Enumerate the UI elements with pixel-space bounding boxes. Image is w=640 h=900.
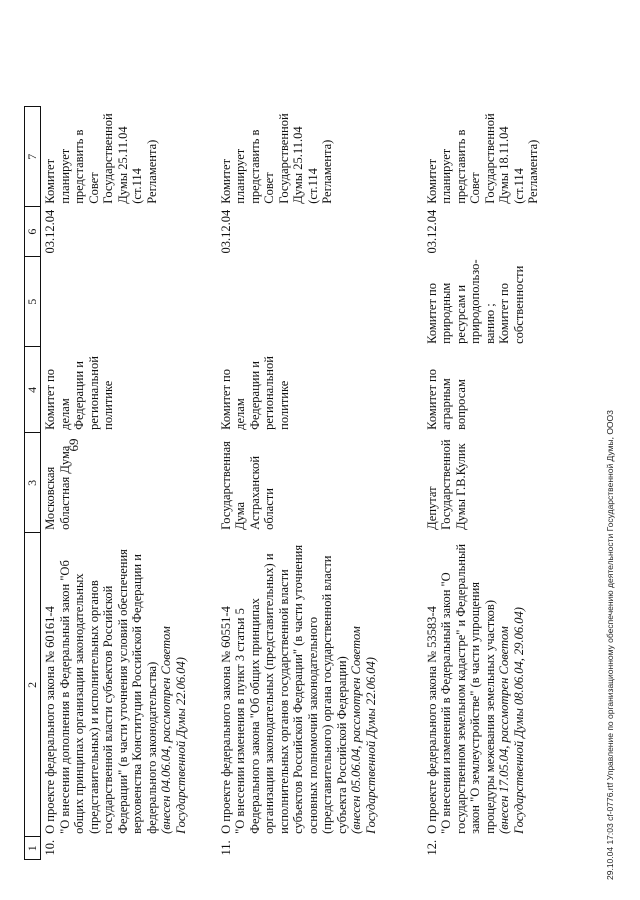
deadline-date: 03.12.04 bbox=[43, 209, 57, 254]
column-header-5: 5 bbox=[25, 257, 41, 347]
table-row bbox=[423, 107, 573, 860]
bill-title: О проекте федерального закона № 60161-4 bbox=[43, 606, 57, 834]
deadline-date: 03.12.04 bbox=[218, 209, 233, 254]
legislation-table bbox=[24, 106, 573, 860]
bill-note: (внесен 04.06.04, рассмотрен Советом Государственной Думы 22.06.04) bbox=[159, 626, 188, 834]
page-number: 69 bbox=[66, 438, 81, 452]
column-header-6: 6 bbox=[25, 207, 41, 257]
initiator: Государственная Дума Астраханской области bbox=[218, 441, 276, 530]
column-header-4: 4 bbox=[25, 347, 41, 433]
row-number: 12. bbox=[424, 839, 439, 856]
table-header-row bbox=[25, 107, 41, 860]
column-header-7: 7 bbox=[25, 107, 41, 207]
co-committee: Комитет по природным ресурсам и природопользо-ванию ; Комитет по собственности bbox=[424, 259, 526, 344]
column-header-2: 2 bbox=[25, 533, 41, 837]
bill-title: О проекте федерального закона № 60551-4 bbox=[218, 606, 233, 834]
table-row bbox=[217, 107, 423, 860]
responsible-committee: Комитет по аграрным вопросам bbox=[424, 369, 468, 430]
co-committee bbox=[217, 257, 423, 347]
status-text: Комитет планирует представить в Совет Государственной Думы 18.11.04 (ст.114 Регламента) bbox=[424, 113, 540, 204]
row-number: 11. bbox=[218, 840, 233, 856]
status-text: Комитет планирует представить в Совет Государственной Думы 25.11.04 (ст.114 Регламента) bbox=[218, 113, 334, 204]
bill-description bbox=[41, 533, 217, 837]
bill-description bbox=[217, 533, 423, 837]
bill-description bbox=[423, 533, 573, 837]
column-header-3: 3 bbox=[25, 433, 41, 533]
table-row bbox=[41, 107, 217, 860]
deadline-date: 03.12.04 bbox=[424, 209, 439, 254]
row-number: 10. bbox=[43, 839, 57, 856]
bill-note: (внесен 17.05.04, рассмотрен Советом Государственной Думы 08.06.04, 29.06.04) bbox=[497, 607, 526, 834]
status-text: Комитет планирует представить в Совет Государственной Думы 25.11.04 (ст.114 Регламента) bbox=[43, 113, 159, 204]
bill-body: "О внесении дополнения в Федеральный закон "Об общих принципах организации законодательных (представительных) и исполнительных органов государственной власти субъектов Российской Федерации" (в части уточнения условий обеспечения верховенства Конституции Российской Федерации и федерального законодательства) bbox=[57, 549, 159, 834]
footer-text: 29.10.04 17:03 cf-0776.rtf Управление по организационному обеспечению деятельности Государственной Думы, ООО3 bbox=[605, 410, 615, 880]
bill-note: (внесен 05.06.04, рассмотрен Советом Государственной Думы 22.06.04) bbox=[349, 626, 378, 834]
bill-title: О проекте федерального закона № 53583-4 bbox=[424, 606, 439, 834]
bill-body: "О внесении изменений в Федеральный закон "О государственном земельном кадастре" и Федеральный закон "О землеустройстве" (в части упрощения процедуры межевания земельных участков) bbox=[439, 543, 497, 834]
column-header-1: 1 bbox=[25, 837, 41, 860]
responsible-committee: Комитет по делам Федерации и региональной политике bbox=[43, 356, 115, 430]
bill-body: "О внесении изменения в пункт 3 статьи 5 Федерального закона "Об общих принципах организации законодательных (представительных) и исполнительных органов государственной власти субъектов Российской Федерации" (в части уточнения основных полномочий законодательного (представительного) органа государственной власти субъекта Российской Федерации) bbox=[233, 544, 349, 834]
initiator: Московская областная Дума bbox=[43, 445, 72, 530]
initiator: Депутат Государственной Думы Г.В.Кулик bbox=[424, 439, 468, 530]
co-committee bbox=[41, 257, 217, 347]
responsible-committee: Комитет по делам Федерации и региональной политике bbox=[218, 356, 291, 430]
